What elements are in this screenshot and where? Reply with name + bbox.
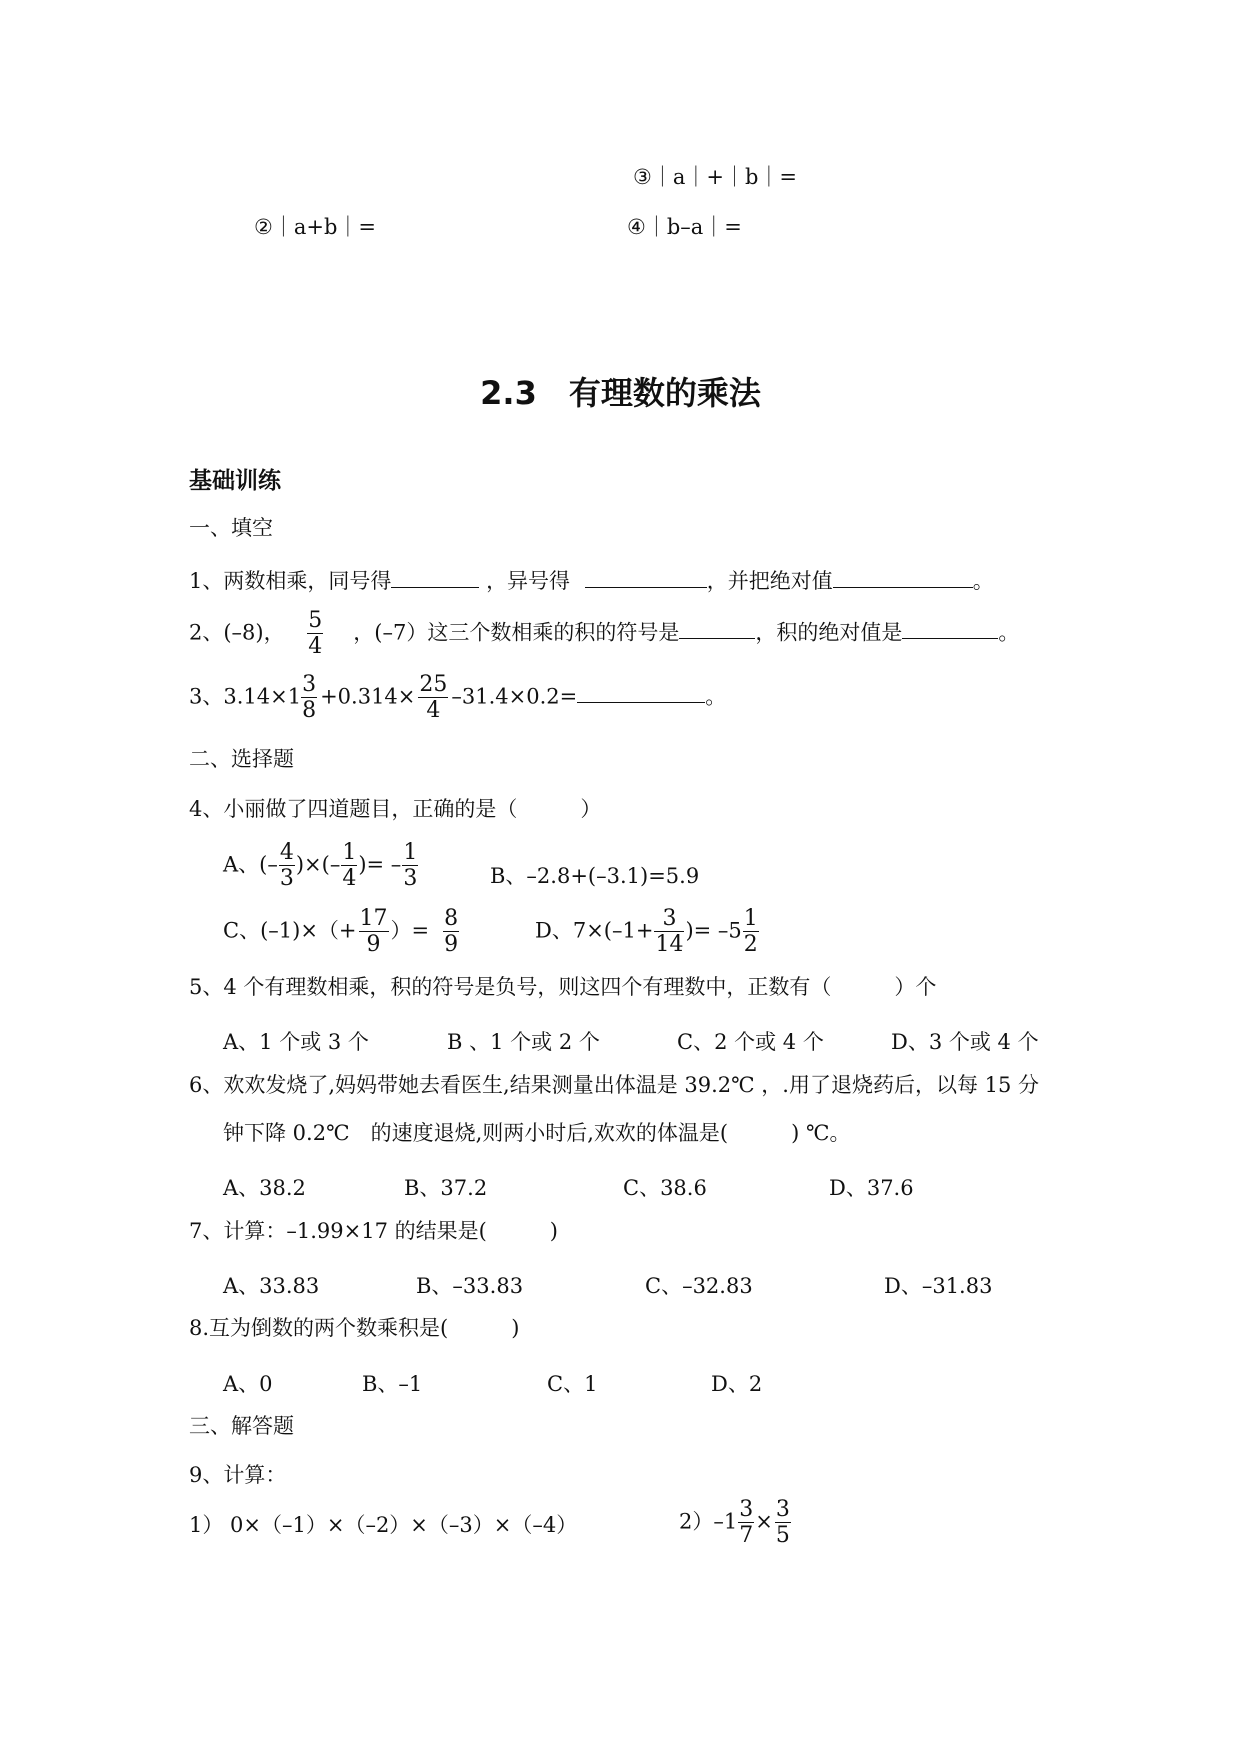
q8-option-c: C、1 (547, 1372, 598, 1396)
abs-formula-3: ③｜a｜+｜b｜= (633, 165, 797, 189)
part-choice-heading: 二、选择题 (189, 747, 294, 771)
answer-blank (585, 567, 707, 588)
q6-option-b: B、37.2 (404, 1176, 488, 1200)
question-4-stem: 4、小丽做了四道题目，正确的是（ ） (189, 797, 602, 821)
q2-text-c: ，积的绝对值是 (755, 620, 903, 645)
q6-option-c: C、38.6 (623, 1176, 707, 1200)
q2-text-b: ，(–7）这三个数相乘的积的符号是 (353, 620, 680, 645)
q1-text-a: 1、两数相乘，同号得 (189, 569, 392, 593)
q7-option-b: B、–33.83 (416, 1274, 524, 1298)
fraction: $\frac{4}{3}$ (279, 840, 294, 892)
q4-option-a: A、(– $\frac{4}{3}$ )×(– $\frac{1}{4}$ )= – $\frac{1}{3}$ (223, 840, 418, 892)
part-fill-blank-heading: 一、填空 (189, 516, 273, 540)
fraction: $\frac{25}{4}$ (419, 672, 448, 724)
q2-text-d: 。 (998, 620, 1020, 645)
abs-formula-4: ④｜b–a｜= (627, 215, 742, 239)
q4-option-c: C、(–1)×（+ $\frac{17}{9}$ ）= $\frac{8}{9}$ (223, 906, 459, 958)
q6-option-a: A、38.2 (223, 1176, 306, 1200)
fraction: $\frac{1}{3}$ (403, 840, 418, 892)
q5-option-b: B 、1 个或 2 个 (447, 1030, 600, 1054)
q6-option-d: D、37.6 (829, 1176, 914, 1200)
q7-option-c: C、–32.83 (645, 1274, 753, 1298)
question-3 (189, 672, 726, 724)
q3-text-b: +0.314× (320, 684, 416, 709)
q7-option-d: D、–31.83 (884, 1274, 993, 1298)
q4-option-b: B、–2.8+(–3.1)=5.9 (490, 864, 700, 888)
answer-blank (902, 618, 998, 639)
q3-text-c: –31.4×0.2= (451, 684, 578, 709)
q5-option-c: C、2 个或 4 个 (677, 1030, 824, 1054)
fraction: $\frac{3}{14}$ (655, 906, 684, 958)
q8-option-a: A、0 (223, 1372, 273, 1396)
answer-blank (577, 682, 705, 703)
fraction: $\frac{1}{4}$ (342, 840, 357, 892)
fraction: $\frac{3}{5}$ (775, 1497, 790, 1549)
q2-text-a: 2、(–8)， (189, 620, 285, 645)
question-8-stem: 8.互为倒数的两个数乘积是( ) (189, 1316, 520, 1340)
fraction: $\frac{5}{4}$ (308, 608, 323, 660)
q9-part-1: 1） 0×（–1）×（–2）×（–3）×（–4） (189, 1513, 578, 1537)
question-7-stem: 7、计算：–1.99×17 的结果是( ) (189, 1219, 558, 1243)
section-heading: 基础训练 (189, 468, 281, 494)
q3-text-d: 。 (705, 684, 727, 709)
question-6-line-1: 6、欢欢发烧了,妈妈带她去看医生,结果测量出体温是 39.2℃ ，.用了退烧药后，以每 15 分 (189, 1073, 1040, 1097)
q1-text-b: ，异号得 (486, 569, 571, 593)
question-5-stem: 5、4 个有理数相乘，积的符号是负号，则这四个有理数中，正数有（ ）个 (189, 975, 937, 999)
fraction: $\frac{3}{7}$ (739, 1497, 754, 1549)
part-solve-heading: 三、解答题 (189, 1414, 294, 1438)
q5-option-d: D、3 个或 4 个 (891, 1030, 1039, 1054)
question-2 (189, 608, 1019, 660)
q1-text-c: ，并把绝对值 (706, 569, 833, 593)
q5-option-a: A、1 个或 3 个 (223, 1030, 369, 1054)
q7-option-a: A、33.83 (223, 1274, 320, 1298)
abs-formula-2: ②｜a+b｜= (254, 215, 376, 239)
question-9-stem: 9、计算： (189, 1463, 287, 1487)
fraction: $\frac{17}{9}$ (359, 906, 388, 958)
fraction: $\frac{8}{9}$ (444, 906, 459, 958)
answer-blank (833, 567, 973, 588)
question-1 (189, 567, 994, 592)
q8-option-b: B、–1 (362, 1372, 423, 1396)
answer-blank (391, 567, 479, 588)
q4-option-d: D、7×(–1+ $\frac{3}{14}$ )= –5 $\frac{1}{2}$ (535, 906, 758, 958)
q9-part-2: 2）–1 $\frac{3}{7}$ × $\frac{3}{5}$ (679, 1497, 790, 1549)
q1-text-d: 。 (972, 569, 994, 593)
q3-text-a: 3、3.14×1 (189, 684, 302, 709)
answer-blank (679, 618, 755, 639)
q8-option-d: D、2 (711, 1372, 763, 1396)
fraction: $\frac{3}{8}$ (302, 672, 317, 724)
question-6-line-2: 钟下降 0.2℃ 的速度退烧,则两小时后,欢欢的体温是( ) ℃。 (223, 1121, 851, 1145)
fraction: $\frac{1}{2}$ (743, 906, 758, 958)
page-title: 2.3 有理数的乘法 (480, 374, 761, 412)
